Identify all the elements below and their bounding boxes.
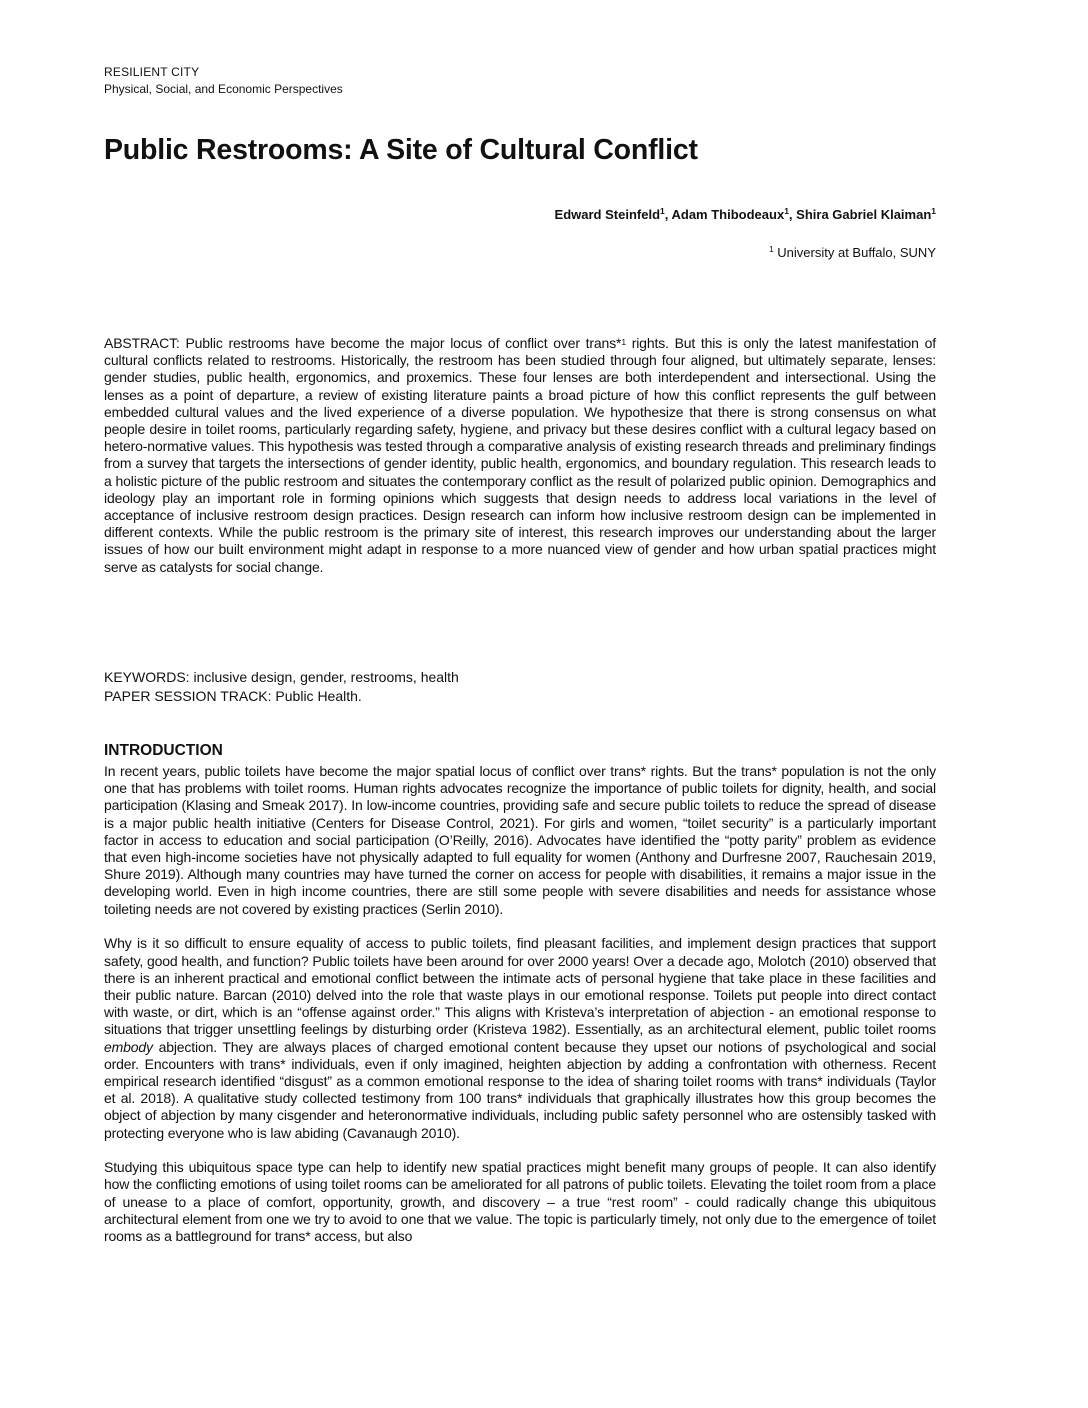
affiliation-mark: 1	[768, 244, 774, 254]
abstract-text: rights. But this is only the latest manifestation of cultural conflicts related to restrooms. Historically, the restroom has been studied through four aligned, but ultimately separate, lenses: gender studies, public health, ergonomics, and proxemics. These four lenses are both interdependent and intersectional. Using the lenses as a point of departure, a review of existing literature paints a broad picture of how this conflict represents the gulf between embedded cultural values and the lived experience of a diverse population. We hypothesize that there is strong consensus on what people desire in toilet rooms, particularly regarding safety, hygiene, and privacy but these desires conflict with a cultural legacy based on hetero-normative values. This hypothesis was tested through a comparative analysis of existing research threads and preliminary findings from a survey that targets the intersections of gender identity, public health, ergonomics, and boundary regulation. This research leads to a holistic picture of the public restroom and situates the contemporary conflict as the result of polarized public opinion. Demographics and ideology play an important role in forming opinions which suggests that design needs to address local variations in the level of acceptance of inclusive restroom design practices. Design research can inform how inclusive restroom design can be implemented in different contexts. While the public restroom is the primary site of interest, this research improves our understanding about the larger issues of how our built environment might adapt in response to a more nuanced view of gender and how urban spatial practices might serve as catalysts for social change.	[104, 335, 936, 575]
keywords-line	[104, 668, 459, 686]
emphasis-text: embody	[104, 1038, 153, 1055]
running-header	[104, 64, 343, 98]
author-affiliation-mark: 1	[660, 206, 665, 216]
body-text: abjection. They are always places of charged emotional content because they upset our notions of psychological and social order. Encounters with trans* individuals, even if only imagined, heighten abjection by adding a confrontation with otherness. Recent empirical research identified “disgust” as a common emotional response to the idea of sharing toilet rooms with trans* individuals (Taylor et al. 2018). A qualitative study collected testimony from 100 trans* individuals that graphically illustrates how this group becomes the object of abjection by many cisgender and heteronormative individuals, including public safety personnel who are ostensibly tasked with protecting everyone who is law abiding (Cavanaugh 2010).	[104, 1038, 936, 1141]
abstract-paragraph	[104, 335, 936, 576]
section-heading: INTRODUCTION	[104, 742, 223, 759]
paper-title: Public Restrooms: A Site of Cultural Conflict	[104, 134, 698, 166]
body-paragraph	[104, 935, 936, 1141]
body-paragraph: Studying this ubiquitous space type can help to identify new spatial practices might benefit many groups of people. It can also identify how the conflicting emotions of using toilet rooms can be ameliorated for all patrons of public toilets. Elevating the toilet room from a place of unease to a place of comfort, opportunity, growth, and discovery – a true “rest room” - could radically change this ubiquitous architectural element from one we try to avoid to one that we value. The topic is particularly timely, not only due to the emergence of toilet rooms as a battleground for trans* access, but also	[104, 1159, 936, 1245]
track-line	[104, 687, 362, 705]
author-name: Shira Gabriel Klaiman	[796, 207, 932, 222]
body-text: Why is it so difficult to ensure equality of access to public toilets, find pleasant facilities, and implement design practices that support safety, good health, and function? Public toilets have been around for over 2000 years! Over a decade ago, Molotch (2010) observed that there is an inherent practical and emotional conflict between the intimate acts of personal hygiene that take place in these facilities and their public nature. Barcan (2010) delved into the role that waste plays in our emotional response. Toilets put people into direct contact with waste, or dirt, which is an “offense against order.” This aligns with Kristeva’s interpretation of abjection - an emotional response to situations that trigger unsettling feelings by disturbing order (Kristeva 1982). Essentially, as an architectural element, public toilet rooms	[104, 935, 936, 1038]
affiliation-text: University at Buffalo, SUNY	[773, 245, 936, 260]
running-subtitle: Physical, Social, and Economic Perspectives	[104, 82, 343, 96]
track-value: Public Health.	[271, 688, 362, 704]
affiliation	[769, 245, 936, 260]
author-separator: ,	[664, 207, 672, 222]
body-paragraph: In recent years, public toilets have become the major spatial locus of conflict over trans* rights. But the trans* population is not the only one that has problems with toilet rooms. Human rights advocates recognize the importance of public toilets for dignity, health, and social participation (Klasing and Smeak 2017). In low-income countries, providing safe and secure public toilets to reduce the spread of disease is a major public health initiative (Centers for Disease Control, 2021). For girls and women, “toilet security” is a particularly important factor in access to education and social participation (O’Reilly, 2016). Advocates have identified the “potty parity” problem as evidence that even high-income societies have not physically adapted to full equality for women (Anthony and Durfresne 2007, Rauchesain 2019, Shure 2019). Although many countries may have turned the corner on access for people with disabilities, it remains a major issue in the developing world. Even in high income countries, there are still some people with severe disabilities and needs for assistance whose toileting needs are not covered by existing practices (Serlin 2010).	[104, 763, 936, 917]
footnote-mark: 1	[621, 337, 626, 347]
track-label: PAPER SESSION TRACK:	[104, 688, 272, 704]
author-list	[555, 207, 936, 222]
abstract	[104, 335, 936, 593]
keywords-value: inclusive design, gender, restrooms, health	[189, 669, 459, 685]
running-title: RESILIENT CITY	[104, 65, 200, 79]
author-affiliation-mark: 1	[784, 206, 789, 216]
author-affiliation-mark: 1	[931, 206, 936, 216]
abstract-label: ABSTRACT:	[104, 335, 180, 351]
author-separator: ,	[788, 207, 797, 222]
author-name: Adam Thibodeaux	[671, 207, 785, 222]
author-name: Edward Steinfeld	[554, 207, 661, 222]
introduction-body	[104, 763, 936, 1263]
abstract-text: Public restrooms have become the major locus of conflict over trans*	[179, 335, 622, 351]
keywords-label: KEYWORDS:	[104, 669, 190, 685]
